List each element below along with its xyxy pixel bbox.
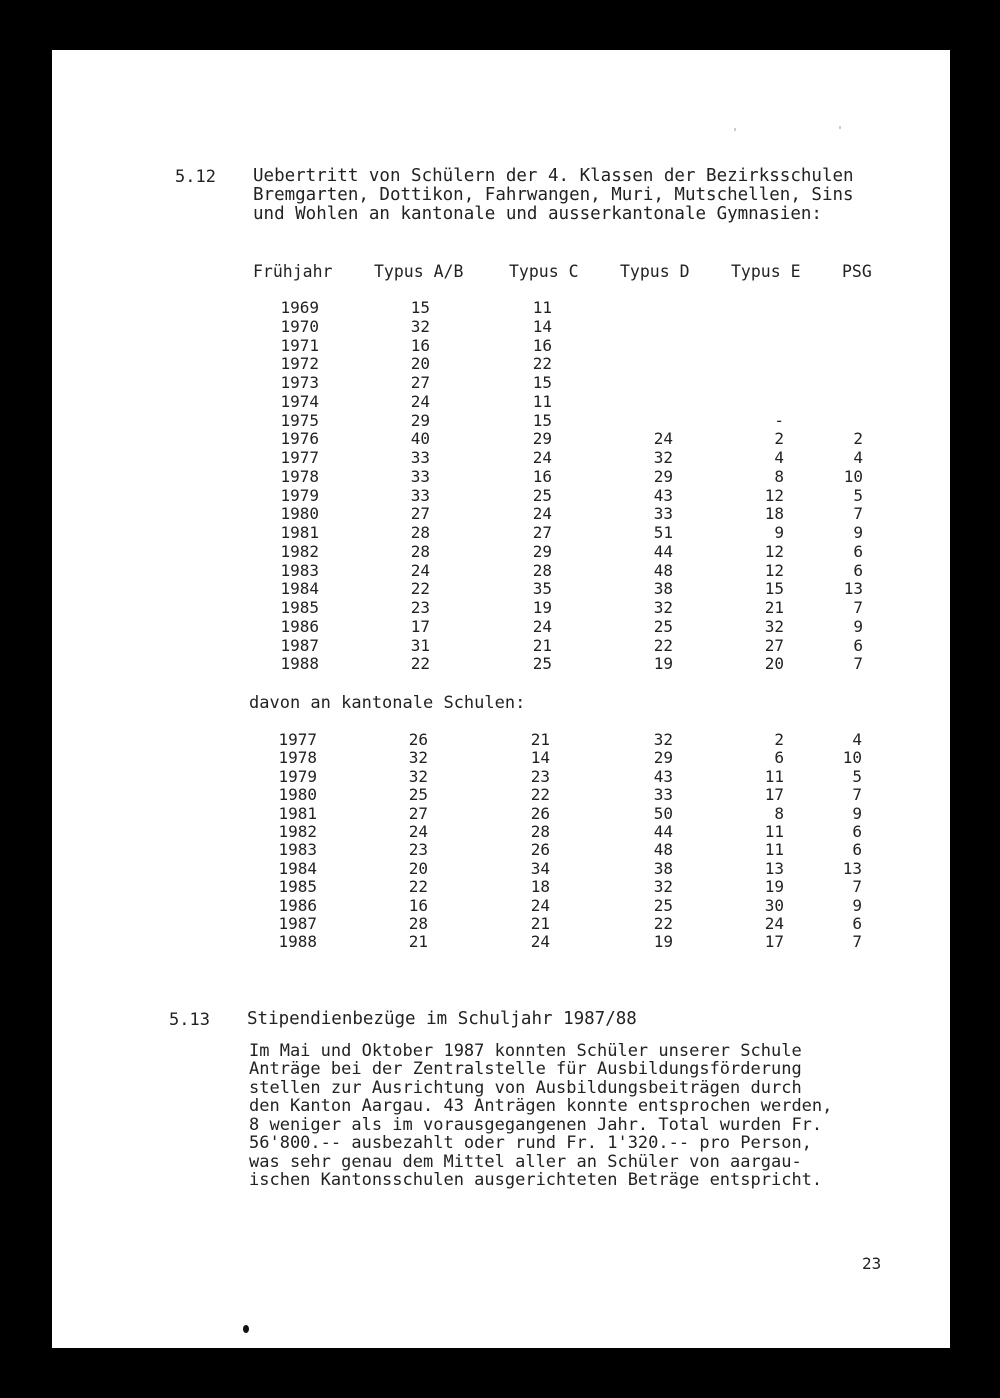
cell-typus-ab: 33 <box>410 485 430 505</box>
title-line: und Wohlen an kantonale und ausserkantonale Gymnasien: <box>253 204 822 224</box>
scan-speck <box>839 126 841 129</box>
cell-typus-ab: 15 <box>410 298 430 317</box>
cell-typus-e: 17 <box>764 932 784 952</box>
cell-typus-c: 11 <box>532 391 552 411</box>
cell-year: 1974 <box>280 391 319 411</box>
column-header-typus-d: Typus D <box>620 262 690 281</box>
cell-typus-d: 19 <box>653 932 673 952</box>
cell-typus-c: 14 <box>532 316 552 336</box>
cell-typus-ab: 27 <box>408 803 428 823</box>
cell-typus-e: 9 <box>774 523 784 542</box>
paragraph-line: 8 weniger als im vorausgegangenen Jahr. Total wurden Fr. <box>249 1115 823 1135</box>
cell-typus-ab: 24 <box>410 560 430 580</box>
cell-typus-ab: 22 <box>410 579 430 599</box>
cell-typus-c: 22 <box>530 785 550 805</box>
cell-year: 1980 <box>280 504 319 524</box>
cell-year: 1972 <box>280 354 319 374</box>
cell-typus-d: 43 <box>653 766 673 786</box>
cell-typus-e: 11 <box>764 766 784 786</box>
cell-year: 1987 <box>278 914 317 933</box>
cell-typus-e: - <box>774 410 784 430</box>
scan-mark <box>243 1325 249 1333</box>
cell-typus-c: 22 <box>532 354 552 374</box>
cell-typus-e: 2 <box>774 429 784 449</box>
title-line: Uebertritt von Schülern der 4. Klassen der Bezirksschulen <box>253 166 854 186</box>
cell-typus-ab: 23 <box>410 598 430 617</box>
cell-typus-c: 26 <box>530 803 550 823</box>
cell-typus-d: 24 <box>653 429 673 449</box>
cell-typus-e: 4 <box>774 448 784 467</box>
cell-year: 1986 <box>278 895 317 915</box>
cell-psg: 6 <box>852 914 862 933</box>
cell-typus-c: 29 <box>532 429 552 449</box>
cell-psg: 13 <box>843 579 863 599</box>
title-line: Bremgarten, Dottikon, Fahrwangen, Muri, Mutschellen, Sins <box>253 185 854 205</box>
column-header-typus-e: Typus E <box>731 262 801 281</box>
cell-year: 1978 <box>280 466 319 486</box>
cell-typus-ab: 27 <box>410 504 430 524</box>
section-number-513: 5.13 <box>169 1010 210 1030</box>
paragraph-line: Anträge bei der Zentralstelle für Ausbildungsförderung <box>249 1059 802 1079</box>
paragraph-line: den Kanton Aargau. 43 Anträgen konnte entsprochen werden, <box>249 1096 833 1116</box>
cell-typus-ab: 28 <box>410 523 430 542</box>
page-number: 23 <box>862 1254 882 1273</box>
cell-typus-c: 24 <box>530 932 550 952</box>
cell-year: 1971 <box>280 335 319 355</box>
cell-typus-ab: 20 <box>408 858 428 878</box>
cell-typus-c: 27 <box>532 523 552 542</box>
cell-typus-c: 21 <box>532 635 552 655</box>
cell-typus-c: 24 <box>530 895 550 915</box>
cell-psg: 6 <box>852 840 862 860</box>
cell-psg: 6 <box>853 541 863 561</box>
cell-year: 1983 <box>278 840 317 860</box>
cell-typus-d: 22 <box>653 635 673 655</box>
cell-typus-e: 11 <box>764 840 784 860</box>
section-title-513: Stipendienbezüge im Schuljahr 1987/88 <box>247 1009 637 1029</box>
cell-year: 1979 <box>278 766 317 786</box>
cell-psg: 7 <box>853 598 863 617</box>
cell-year: 1982 <box>280 541 319 561</box>
cell-typus-d: 29 <box>653 466 673 486</box>
cell-year: 1979 <box>280 485 319 505</box>
cell-typus-e: 24 <box>764 914 784 933</box>
cell-typus-ab: 24 <box>410 391 430 411</box>
cell-typus-c: 25 <box>532 485 552 505</box>
cell-typus-c: 15 <box>532 410 552 430</box>
cell-typus-d: 32 <box>653 598 673 617</box>
section-number-512: 5.12 <box>175 167 216 187</box>
cell-psg: 7 <box>852 785 862 805</box>
cell-typus-e: 32 <box>764 616 784 636</box>
cell-typus-c: 24 <box>532 504 552 524</box>
cell-year: 1970 <box>280 316 319 336</box>
cell-typus-d: 22 <box>653 914 673 933</box>
cell-typus-d: 50 <box>653 803 673 823</box>
cell-psg: 7 <box>853 504 863 524</box>
cell-typus-c: 29 <box>532 541 552 561</box>
cell-typus-d: 38 <box>653 858 673 878</box>
cell-typus-e: 19 <box>764 877 784 897</box>
cell-typus-c: 24 <box>532 616 552 636</box>
cell-year: 1981 <box>278 803 317 823</box>
cell-year: 1986 <box>280 616 319 636</box>
column-header-typus-c: Typus C <box>509 262 579 281</box>
cell-typus-ab: 27 <box>410 373 430 392</box>
cell-typus-d: 51 <box>653 523 673 542</box>
column-header-fruehjahr: Frühjahr <box>253 262 333 281</box>
cell-typus-c: 26 <box>530 840 550 860</box>
cell-typus-c: 25 <box>532 654 552 674</box>
cell-typus-c: 35 <box>532 579 552 599</box>
cell-typus-ab: 17 <box>410 616 430 636</box>
cell-psg: 6 <box>852 822 862 841</box>
cell-typus-d: 44 <box>653 541 673 561</box>
cell-typus-d: 32 <box>653 448 673 467</box>
cell-typus-ab: 16 <box>410 335 430 355</box>
cell-typus-e: 30 <box>764 895 784 915</box>
column-header-psg: PSG <box>842 262 872 281</box>
cell-typus-ab: 29 <box>410 410 430 430</box>
paragraph-line: was sehr genau dem Mittel aller an Schüler von aargau- <box>249 1152 802 1172</box>
cell-psg: 10 <box>842 748 862 768</box>
cell-typus-ab: 33 <box>410 448 430 467</box>
cell-typus-e: 8 <box>774 803 784 823</box>
cell-psg: 7 <box>853 654 863 674</box>
cell-typus-ab: 23 <box>408 840 428 860</box>
cell-typus-c: 23 <box>530 766 550 786</box>
cell-psg: 10 <box>843 466 863 486</box>
cell-typus-e: 6 <box>774 748 784 768</box>
cell-typus-d: 32 <box>653 877 673 897</box>
cell-typus-ab: 26 <box>408 730 428 749</box>
cell-year: 1969 <box>280 298 319 317</box>
document-page <box>52 50 950 1348</box>
cell-psg: 13 <box>842 858 862 878</box>
cell-typus-e: 11 <box>764 822 784 841</box>
cell-typus-c: 18 <box>530 877 550 897</box>
cell-year: 1984 <box>278 858 317 878</box>
cell-typus-c: 16 <box>532 335 552 355</box>
cell-psg: 4 <box>853 448 863 467</box>
cell-typus-d: 33 <box>653 504 673 524</box>
cell-typus-c: 21 <box>530 914 550 933</box>
cell-typus-ab: 32 <box>408 766 428 786</box>
cell-typus-c: 19 <box>532 598 552 617</box>
cell-typus-ab: 32 <box>410 316 430 336</box>
cell-typus-ab: 40 <box>410 429 430 449</box>
cell-year: 1987 <box>280 635 319 655</box>
cell-typus-d: 25 <box>653 616 673 636</box>
cell-year: 1988 <box>280 654 319 674</box>
cell-typus-d: 33 <box>653 785 673 805</box>
cell-year: 1977 <box>278 730 317 749</box>
cell-typus-d: 29 <box>653 748 673 768</box>
cell-year: 1983 <box>280 560 319 580</box>
cell-psg: 9 <box>852 895 862 915</box>
cell-psg: 4 <box>852 730 862 749</box>
cell-psg: 9 <box>853 523 863 542</box>
cell-year: 1980 <box>278 785 317 805</box>
cell-typus-e: 8 <box>774 466 784 486</box>
cell-typus-ab: 20 <box>410 354 430 374</box>
cell-typus-c: 14 <box>530 748 550 768</box>
cell-typus-d: 19 <box>653 654 673 674</box>
cell-typus-c: 16 <box>532 466 552 486</box>
cell-typus-e: 20 <box>764 654 784 674</box>
cell-typus-ab: 28 <box>410 541 430 561</box>
cell-typus-e: 27 <box>764 635 784 655</box>
cell-psg: 5 <box>853 485 863 505</box>
cell-year: 1975 <box>280 410 319 430</box>
cell-typus-d: 48 <box>653 840 673 860</box>
cell-year: 1985 <box>280 598 319 617</box>
cell-year: 1982 <box>278 822 317 841</box>
cell-year: 1988 <box>278 932 317 952</box>
cell-psg: 5 <box>852 766 862 786</box>
cell-typus-ab: 21 <box>408 932 428 952</box>
paragraph-line: 56'800.-- ausbezahlt oder rund Fr. 1'320.-- pro Person, <box>249 1133 812 1153</box>
cell-year: 1976 <box>280 429 319 449</box>
cell-psg: 6 <box>853 635 863 655</box>
cell-typus-e: 13 <box>764 858 784 878</box>
cell-typus-c: 34 <box>530 858 550 878</box>
cell-typus-c: 24 <box>532 448 552 467</box>
cell-typus-e: 12 <box>764 541 784 561</box>
cell-typus-e: 2 <box>774 730 784 749</box>
cell-typus-c: 15 <box>532 373 552 392</box>
cell-typus-c: 11 <box>532 298 552 317</box>
scan-speck <box>734 128 736 131</box>
cell-typus-c: 28 <box>532 560 552 580</box>
cell-psg: 7 <box>852 877 862 897</box>
cell-psg: 6 <box>853 560 863 580</box>
cell-year: 1978 <box>278 748 317 768</box>
cell-typus-ab: 32 <box>408 748 428 768</box>
subheading-kantonal: davon an kantonale Schulen: <box>249 693 526 713</box>
cell-typus-d: 44 <box>653 822 673 841</box>
cell-typus-ab: 28 <box>408 914 428 933</box>
paragraph-line: ischen Kantonsschulen ausgerichteten Beträge entspricht. <box>249 1170 823 1190</box>
cell-typus-d: 48 <box>653 560 673 580</box>
cell-typus-e: 12 <box>764 485 784 505</box>
cell-typus-ab: 24 <box>408 822 428 841</box>
cell-psg: 9 <box>853 616 863 636</box>
cell-typus-c: 21 <box>530 730 550 749</box>
cell-psg: 7 <box>852 932 862 952</box>
cell-year: 1977 <box>280 448 319 467</box>
cell-typus-e: 12 <box>764 560 784 580</box>
cell-typus-e: 21 <box>764 598 784 617</box>
cell-typus-ab: 25 <box>408 785 428 805</box>
cell-psg: 2 <box>853 429 863 449</box>
column-header-typus-ab: Typus A/B <box>374 262 464 281</box>
cell-year: 1981 <box>280 523 319 542</box>
cell-psg: 9 <box>852 803 862 823</box>
cell-typus-ab: 16 <box>408 895 428 915</box>
cell-typus-d: 43 <box>653 485 673 505</box>
cell-typus-ab: 22 <box>410 654 430 674</box>
cell-typus-e: 18 <box>764 504 784 524</box>
cell-typus-ab: 22 <box>408 877 428 897</box>
paragraph-line: stellen zur Ausrichtung von Ausbildungsbeiträgen durch <box>249 1078 802 1098</box>
cell-typus-e: 17 <box>764 785 784 805</box>
cell-typus-ab: 31 <box>410 635 430 655</box>
cell-year: 1973 <box>280 373 319 392</box>
cell-typus-ab: 33 <box>410 466 430 486</box>
cell-typus-d: 25 <box>653 895 673 915</box>
cell-typus-c: 28 <box>530 822 550 841</box>
cell-typus-d: 38 <box>653 579 673 599</box>
cell-year: 1984 <box>280 579 319 599</box>
cell-typus-e: 15 <box>764 579 784 599</box>
cell-typus-d: 32 <box>653 730 673 749</box>
paragraph-line: Im Mai und Oktober 1987 konnten Schüler unserer Schule <box>249 1041 802 1061</box>
cell-year: 1985 <box>278 877 317 897</box>
